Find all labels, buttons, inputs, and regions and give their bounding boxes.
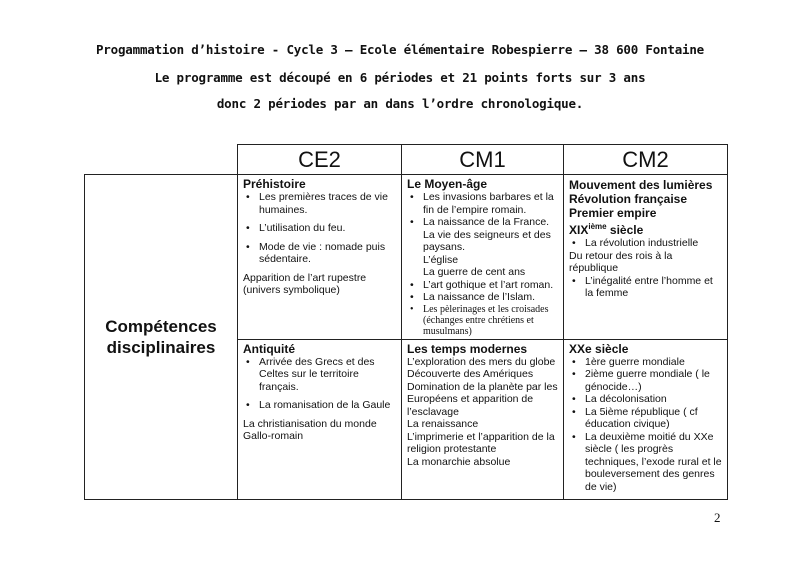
century-suffix: siècle: [606, 223, 644, 237]
list-item: • Mode de vie : nomade puis sédentaire.: [243, 241, 397, 266]
page-number: 2: [714, 510, 721, 525]
document-title: Progammation d’histoire - Cycle 3 – Ecole élémentaire Robespierre – 38 600 Fontaine: [95, 42, 705, 57]
list-item: • L’utilisation du feu.: [243, 222, 397, 235]
topic-list: [243, 191, 397, 266]
topic-text: L’exploration des mers du globe: [407, 355, 556, 368]
topic-list: [407, 191, 559, 229]
topic-list: [243, 356, 397, 412]
topic-text: La renaissance: [407, 418, 479, 430]
cell-ce2-antiquite: [238, 339, 402, 499]
list-item: • La décolonisation: [569, 393, 723, 406]
list-item: • Arrivée des Grecs et des Celtes sur le territoire français.: [243, 356, 397, 394]
cell-cm1-moyen-age: [402, 175, 564, 340]
list-item: • Les pèlerinages et les croisades (échanges entre chrétiens et musulmans): [407, 304, 559, 337]
row-label: [85, 175, 238, 500]
list-item: • La naissance de l’Islam.: [407, 291, 559, 304]
list-item: • L’art gothique et l’art roman.: [407, 279, 559, 292]
cell-ce2-prehistoire: [238, 175, 402, 340]
row-label-line-2: disciplinaires: [106, 337, 216, 357]
table-header-row: [85, 145, 728, 175]
list-item: • Les invasions barbares et la fin de l’empire romain.: [407, 191, 559, 216]
period-title-century: [569, 220, 723, 237]
topic-text: La christianisation du monde Gallo-romain: [243, 417, 377, 442]
topic-text: L’imprimerie et l’apparition de la religion protestante: [407, 430, 555, 455]
period-title: Préhistoire: [243, 177, 306, 191]
topic-list: [569, 275, 723, 300]
period-title: XXe siècle: [569, 341, 629, 356]
century-roman: XIX: [569, 223, 589, 237]
period-title: Révolution française: [569, 192, 688, 206]
document-subtitle: Le programme est découpé en 6 périodes et 21 points forts sur 3 ans: [154, 70, 646, 85]
topic-list: [569, 356, 723, 494]
topic-text: Domination de la planète par les Européens et apparition de l’esclavage: [407, 380, 558, 418]
column-header-cm2: CM2: [564, 145, 728, 175]
topic-text: L’église: [423, 253, 459, 266]
topic-text: La guerre de cent ans: [423, 266, 526, 278]
list-item: • 2ième guerre mondiale ( le génocide…): [569, 368, 723, 393]
list-item: • La deuxième moitié du XXe siècle ( les progrès techniques, l’exode rural et le bouleversement des genres de vie): [569, 431, 723, 494]
topic-text: Découverte des Amériques: [407, 368, 534, 380]
list-item: • 1ère guerre mondiale: [569, 356, 723, 369]
row-label-line-1: Compétences: [105, 316, 217, 336]
period-title: Mouvement des lumières: [569, 178, 713, 192]
list-item: • La 5ième république ( cf éducation civique): [569, 406, 723, 431]
topic-text: La vie des seigneurs et des paysans.: [423, 228, 551, 253]
column-header-ce2: CE2: [238, 145, 402, 175]
list-item: • La romanisation de la Gaule: [243, 399, 397, 412]
topic-list: [407, 279, 559, 337]
list-item: • La naissance de la France.: [407, 216, 559, 229]
topic-text: Apparition de l’art rupestre (univers symbolique): [243, 271, 367, 296]
table-row: [85, 175, 728, 340]
period-title: Antiquité: [243, 341, 295, 356]
list-item: • L’inégalité entre l’homme et la femme: [569, 275, 723, 300]
cell-cm2-xxe-siecle: [564, 339, 728, 499]
period-title: Premier empire: [569, 206, 657, 220]
corner-cell: [85, 145, 238, 175]
list-item: • La révolution industrielle: [569, 237, 723, 250]
period-title: Les temps modernes: [407, 341, 528, 356]
cell-cm2-lumieres: [564, 175, 728, 340]
programme-table: [84, 144, 728, 500]
cell-cm1-temps-modernes: [402, 339, 564, 499]
topic-text: Du retour des rois à la république: [569, 249, 673, 274]
topic-text-block: [407, 229, 559, 279]
topic-list: [569, 237, 723, 250]
column-header-cm1: CM1: [402, 145, 564, 175]
topic-text: La monarchie absolue: [407, 455, 511, 468]
period-title: Le Moyen-âge: [407, 177, 488, 191]
century-superscript: ième: [588, 222, 607, 231]
document-subtitle-2: donc 2 périodes par an dans l’ordre chronologique.: [216, 96, 584, 111]
list-item: • Les premières traces de vie humaines.: [243, 191, 397, 216]
